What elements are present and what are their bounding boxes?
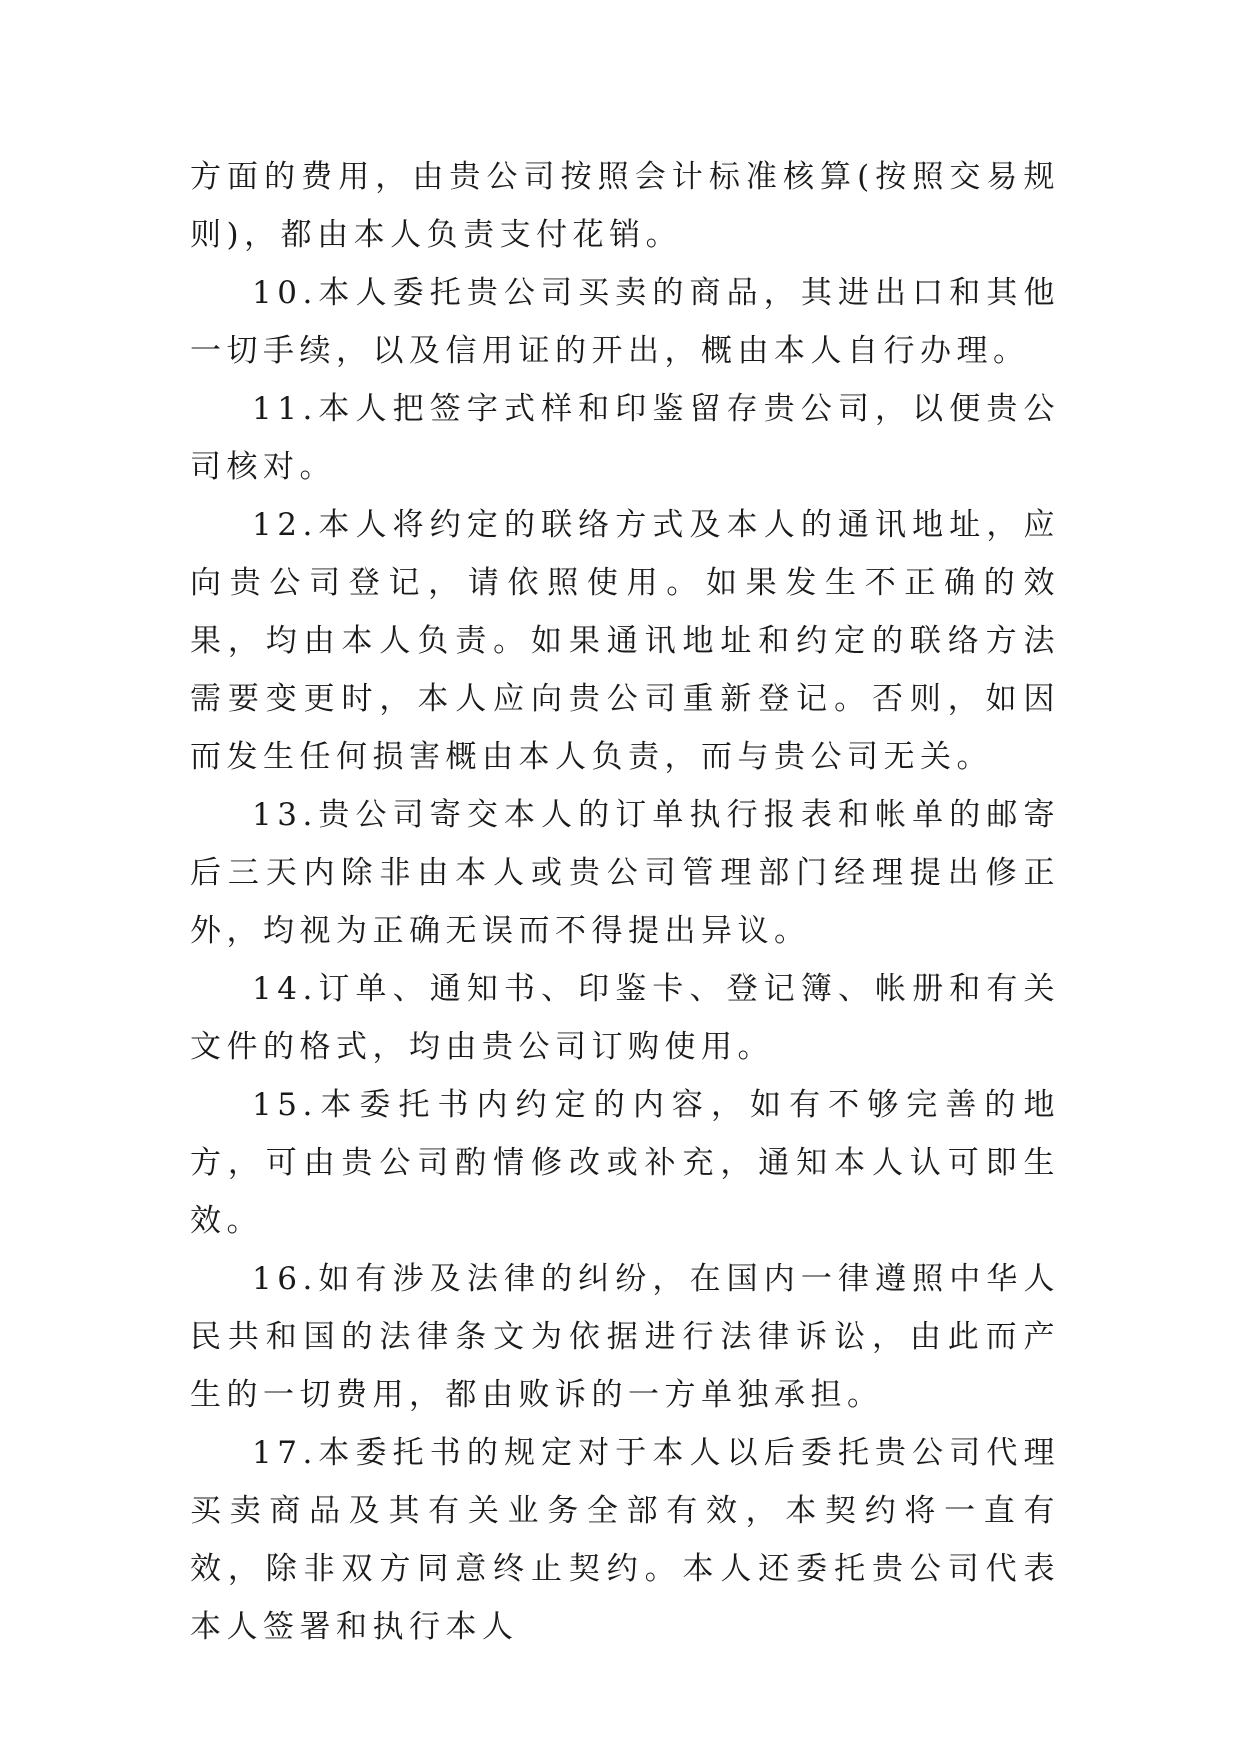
paragraph-clause-17: 17.本委托书的规定对于本人以后委托贵公司代理买卖商品及其有关业务全部有效，本契约将一直有效，除非双方同意终止契约。本人还委托贵公司代表本人签署和执行本人 bbox=[190, 1435, 1060, 1645]
paragraph-clause-10: 10.本人委托贵公司买卖的商品，其进出口和其他一切手续，以及信用证的开出，概由本人自行办理。 bbox=[190, 275, 1060, 369]
document-body bbox=[190, 148, 1060, 1656]
paragraph-continuation: 方面的费用，由贵公司按照会计标准核算(按照交易规则)，都由本人负责支付花销。 bbox=[190, 159, 1060, 253]
paragraph-clause-15: 15.本委托书内约定的内容，如有不够完善的地方，可由贵公司酌情修改或补充，通知本人认可即生效。 bbox=[190, 1087, 1060, 1239]
paragraph-clause-16: 16.如有涉及法律的纠纷，在国内一律遵照中华人民共和国的法律条文为依据进行法律诉讼，由此而产生的一切费用，都由败诉的一方单独承担。 bbox=[190, 1261, 1060, 1413]
paragraph-clause-13: 13.贵公司寄交本人的订单执行报表和帐单的邮寄后三天内除非由本人或贵公司管理部门经理提出修正外，均视为正确无误而不得提出异议。 bbox=[190, 797, 1060, 949]
paragraph-clause-14: 14.订单、通知书、印鉴卡、登记簿、帐册和有关文件的格式，均由贵公司订购使用。 bbox=[190, 971, 1060, 1065]
paragraph-clause-12: 12.本人将约定的联络方式及本人的通讯地址，应向贵公司登记，请依照使用。如果发生不正确的效果，均由本人负责。如果通讯地址和约定的联络方法需要变更时，本人应向贵公司重新登记。否则，如因而发生任何损害概由本人负责，而与贵公司无关。 bbox=[190, 507, 1060, 775]
paragraph-clause-11: 11.本人把签字式样和印鉴留存贵公司，以便贵公司核对。 bbox=[190, 391, 1060, 485]
